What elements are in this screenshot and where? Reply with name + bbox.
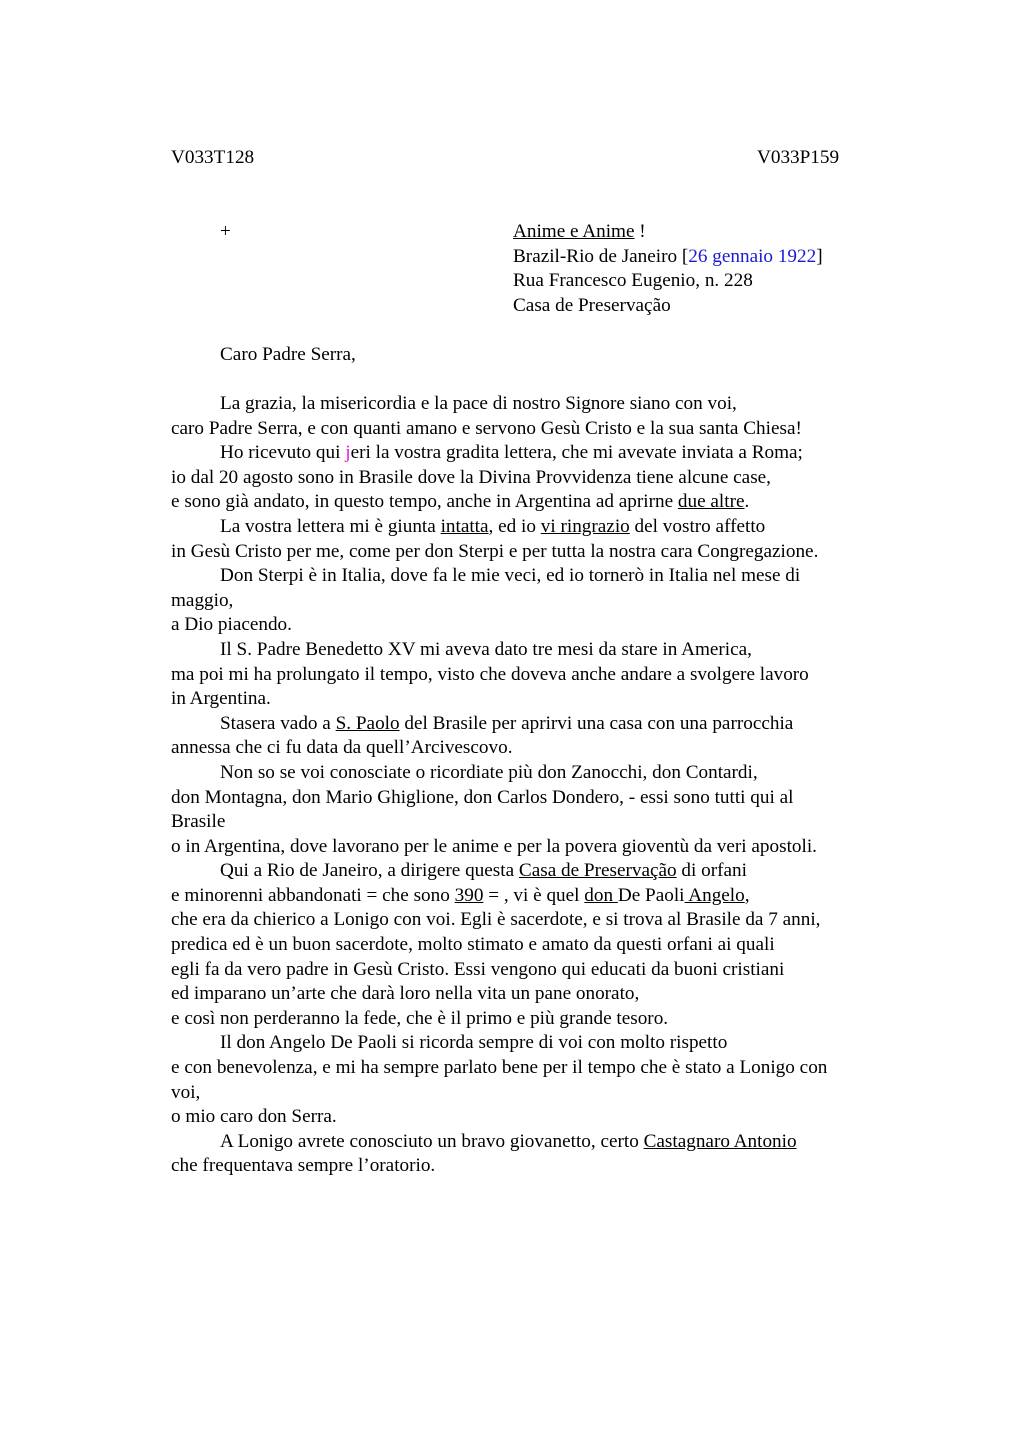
text-run: o mio caro don Serra. [171, 1106, 337, 1128]
text-run: e minorenni abbandonati = che sono [171, 884, 455, 906]
underlined-text: due altre [677, 491, 745, 513]
body-line [171, 1105, 891, 1130]
body-line [171, 1031, 891, 1056]
text-run: La vostra lettera mi è giunta [220, 515, 441, 537]
underlined-text: don [584, 884, 618, 906]
letter-body [171, 392, 891, 1179]
text-run: eri la vostra gradita lettera, che mi avevate inviata a Roma; [350, 442, 803, 464]
text-run: ma poi mi ha prolungato il tempo, visto che doveva anche andare a svolgere lavoro [171, 663, 809, 685]
body-line [171, 392, 891, 417]
text-run: , ed io [488, 515, 541, 537]
text-run: del vostro affetto [629, 515, 766, 537]
salutation: Caro Padre Serra, [220, 344, 356, 365]
text-run: che frequentava sempre l’oratorio. [171, 1155, 436, 1177]
text-run: Brasile [171, 811, 226, 833]
text-run: egli fa da vero padre in Gesù Cristo. Essi vengono qui educati da buoni cristiani [171, 958, 785, 980]
document-code-left: V033T128 [171, 147, 255, 168]
text-run: Il S. Padre Benedetto XV mi aveva dato tre mesi da stare in America, [220, 638, 752, 660]
letterhead-motto [513, 220, 646, 245]
body-line [171, 638, 891, 663]
body-line [171, 736, 891, 761]
text-run: La grazia, la misericordia e la pace di nostro Signore siano con voi, [220, 393, 737, 414]
body-line [171, 589, 891, 614]
underlined-text: 390 [454, 884, 484, 906]
text-run: in Gesù Cristo per me, come per don Sterpi e per tutta la nostra cara Congregazione. [171, 540, 819, 562]
underlined-text: S. Paolo [335, 712, 400, 734]
underlined-text: Angelo [684, 884, 745, 906]
underlined-text: Casa de Preservação [518, 860, 677, 882]
text-run: Non so se voi conosciate o ricordiate più don Zanocchi, don Contardi, [220, 761, 758, 783]
body-line [171, 417, 891, 442]
text-run: di orfani [676, 860, 747, 882]
text-run: in Argentina. [171, 688, 271, 710]
body-line [171, 810, 891, 835]
body-line [171, 663, 891, 688]
body-line [171, 540, 891, 565]
letterhead-street: Rua Francesco Eugenio, n. 228 [513, 270, 753, 292]
text-run: don Montagna, don Mario Ghiglione, don Carlos Dondero, - essi sono tutti qui al [171, 786, 794, 808]
motto-text: Anime e Anime [513, 221, 635, 242]
body-line [171, 884, 891, 909]
body-line [171, 1154, 891, 1179]
text-run: ed imparano un’arte che darà loro nella vita un pane onorato, [171, 983, 640, 1005]
text-run: e con benevolenza, e mi ha sempre parlato bene per il tempo che è stato a Lonigo con [171, 1057, 828, 1079]
text-run: voi, [171, 1081, 201, 1103]
text-run: caro Padre Serra, e con quanti amano e servono Gesù Cristo e la sua santa Chiesa! [171, 417, 802, 439]
text-run: = , vi è quel [483, 884, 585, 906]
body-line [171, 786, 891, 811]
letterhead-place-date [513, 245, 823, 270]
place-text: Brazil-Rio de Janeiro [ [513, 245, 689, 267]
text-run: A Lonigo avrete conosciuto un bravo giovanetto, certo [220, 1130, 644, 1152]
body-line [171, 564, 891, 589]
text-run: che era da chierico a Lonigo con voi. Egli è sacerdote, e si trova al Brasile da 7 anni, [171, 909, 821, 931]
text-run: del Brasile per aprirvi una casa con una parrocchia [399, 712, 794, 734]
body-line [171, 712, 891, 737]
body-line [171, 441, 891, 466]
highlighted-letter: j [345, 442, 351, 464]
body-line [171, 466, 891, 491]
document-code-right: V033P159 [757, 147, 840, 168]
text-run: Stasera vado a [220, 712, 336, 734]
body-line [171, 515, 891, 540]
body-line [171, 1007, 891, 1032]
text-run: , [744, 884, 750, 906]
text-run: a Dio piacendo. [171, 614, 292, 636]
underlined-text: vi ringrazio [540, 515, 630, 537]
text-run: e sono già andato, in questo tempo, anche in Argentina ad aprirne [171, 491, 678, 513]
text-run: e così non perderanno la fede, che è il primo e più grande tesoro. [171, 1007, 669, 1029]
text-run: annessa che ci fu data da quell’Arcivescovo. [171, 737, 513, 759]
body-line [171, 490, 891, 515]
body-line [171, 982, 891, 1007]
date-close-bracket: ] [816, 245, 823, 267]
body-line [171, 958, 891, 983]
body-line [171, 1081, 891, 1106]
letterhead-house: Casa de Preservação [513, 294, 671, 316]
text-run: . [744, 491, 750, 513]
cross-symbol: + [220, 221, 231, 242]
text-run: Ho ricevuto qui [220, 442, 346, 464]
body-line [171, 908, 891, 933]
body-line [171, 613, 891, 638]
body-line [171, 933, 891, 958]
text-run: De Paoli [617, 884, 685, 906]
body-line [171, 835, 891, 860]
body-line [171, 859, 891, 884]
body-line [171, 687, 891, 712]
underlined-text: Castagnaro Antonio [643, 1130, 797, 1152]
text-run: maggio, [171, 589, 234, 611]
body-line [171, 1056, 891, 1081]
body-line [171, 761, 891, 786]
text-run: predica ed è un buon sacerdote, molto stimato e amato da questi orfani ai quali [171, 934, 775, 956]
motto-suffix: ! [634, 221, 646, 242]
underlined-text: intatta [440, 515, 489, 537]
body-line [171, 1130, 891, 1155]
letter-date: 26 gennaio 1922 [688, 245, 817, 267]
text-run: Qui a Rio de Janeiro, a dirigere questa [220, 860, 519, 882]
text-run: Don Sterpi è in Italia, dove fa le mie veci, ed io tornerò in Italia nel mese di [220, 565, 801, 587]
text-run: o in Argentina, dove lavorano per le anime e per la povera gioventù da veri apostoli. [171, 835, 817, 857]
text-run: io dal 20 agosto sono in Brasile dove la Divina Provvidenza tiene alcune case, [171, 466, 771, 488]
text-run: Il don Angelo De Paoli si ricorda sempre di voi con molto rispetto [220, 1032, 728, 1054]
